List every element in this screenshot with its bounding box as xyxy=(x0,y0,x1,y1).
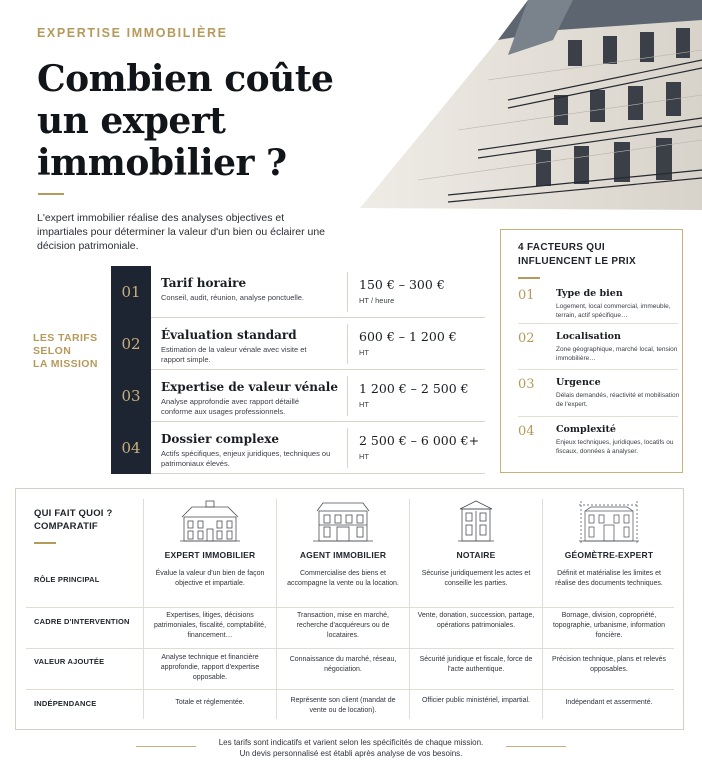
title-line-3: immobilier ? xyxy=(37,142,287,184)
footer-line-2: Un devis personnalisé est établi après analyse de vos besoins. xyxy=(239,749,463,758)
column-notaire xyxy=(410,489,542,729)
divider xyxy=(347,376,348,416)
table-cell: Représente son client (mandat de vente ou de location). xyxy=(290,697,396,714)
table-cell: Expertises, litiges, décisions patrimoniales, fiscalité, comptabilité, financement… xyxy=(153,612,267,639)
factors-rule xyxy=(518,277,540,279)
tarifs-table xyxy=(111,266,485,474)
table-cell: Analyse technique et financière approfondie, rapport d'expertise opposable. xyxy=(160,654,260,681)
row-label: RÔLE PRINCIPAL xyxy=(34,575,100,584)
tarif-description: Conseil, audit, réunion, analyse ponctuelle. xyxy=(161,293,305,302)
column-title: AGENT IMMOBILIER xyxy=(299,550,387,560)
tarif-description: Estimation de la valeur vénale avec visite et rapport simple. xyxy=(161,345,307,364)
factors-heading-line: INFLUENCENT LE PRIX xyxy=(518,256,636,267)
divider xyxy=(347,428,348,468)
column-expert xyxy=(144,489,276,729)
tarif-name: Évaluation standard xyxy=(161,328,297,342)
comparison-heading-line: COMPARATIF xyxy=(34,521,98,532)
tarif-row xyxy=(111,422,485,474)
table-cell: Évalue la valeur d'un bien de façon objective et impartiale. xyxy=(155,570,265,587)
table-cell: Totale et réglementée. xyxy=(175,699,245,706)
factor-description: Enjeux techniques, juridiques, locatifs ou fiscaux, données à analyser. xyxy=(556,439,674,455)
comparison-heading xyxy=(34,507,112,533)
factor-description: Logement, local commercial, immeuble, terrain, actif spécifique… xyxy=(556,303,671,319)
tarif-unit: HT xyxy=(359,452,369,461)
table-cell: Bornage, division, copropriété, topographie, urbanisme, information foncière. xyxy=(552,612,666,639)
tarif-description: Analyse approfondie avec rapport détaillé conforme aux usages professionnels. xyxy=(161,397,300,416)
row-label: VALEUR AJOUTÉE xyxy=(34,657,105,666)
factor-title: Urgence xyxy=(556,377,601,388)
title-rule xyxy=(38,193,64,195)
row-label: CADRE D'INTERVENTION xyxy=(34,617,130,626)
factor-number: 02 xyxy=(518,331,535,346)
factor-title: Type de bien xyxy=(556,288,623,299)
tarif-number: 02 xyxy=(111,318,151,370)
tarif-price: 600 € – 1 200 € xyxy=(359,329,457,344)
blueprint-building-icon xyxy=(577,499,641,543)
table-cell: Précision technique, plans et relevés opposables. xyxy=(551,656,666,673)
factor-number: 01 xyxy=(518,288,535,303)
townhouse-icon xyxy=(311,499,375,543)
tarif-name: Tarif horaire xyxy=(161,276,247,290)
tarif-unit: HT xyxy=(359,400,369,409)
mansion-icon xyxy=(178,499,242,543)
divider xyxy=(518,323,678,324)
comparison-table xyxy=(15,488,684,730)
comparison-rule xyxy=(34,542,56,544)
tarif-row xyxy=(111,266,485,318)
column-title: NOTAIRE xyxy=(456,550,496,560)
column-geometre xyxy=(543,489,675,729)
tarif-number: 03 xyxy=(111,370,151,422)
column-agent xyxy=(277,489,409,729)
factors-heading-line: 4 FACTEURS QUI xyxy=(518,242,605,253)
divider xyxy=(347,272,348,312)
table-cell: Vente, donation, succession, partage, opérations patrimoniales. xyxy=(417,612,535,629)
factor-number: 04 xyxy=(518,424,535,439)
tarif-number: 04 xyxy=(111,422,151,474)
footer-line-1: Les tarifs sont indicatifs et varient selon les spécificités de chaque mission. xyxy=(218,738,484,747)
tarif-price: 150 € – 300 € xyxy=(359,277,445,292)
title-line-1: Combien coûte xyxy=(37,58,334,100)
tarifs-label-line: SELON xyxy=(33,345,72,357)
divider xyxy=(518,416,678,417)
column-title: GÉOMÈTRE-EXPERT xyxy=(564,550,654,560)
table-cell: Transaction, mise en marché, recherche d'acquéreurs ou de locataires. xyxy=(296,612,390,639)
tarif-price: 2 500 € – 6 000 €+ xyxy=(359,433,480,448)
notary-building-icon xyxy=(444,499,508,543)
tarifs-label xyxy=(33,332,98,371)
factor-description: Délais demandés, réactivité et mobilisation de l'expert. xyxy=(556,392,680,408)
tarif-description: Actifs spécifiques, enjeux juridiques, techniques ou patrimoniaux élevés. xyxy=(161,449,331,468)
factor-description: Zone géographique, marché local, tension immobilière… xyxy=(556,346,678,362)
table-cell: Sécurité juridique et fiscale, force de l'acte authentique. xyxy=(419,656,533,673)
factors-box xyxy=(500,229,683,473)
tarifs-label-line: LA MISSION xyxy=(33,358,98,370)
tarif-price: 1 200 € – 2 500 € xyxy=(359,381,469,396)
haussmann-building-image xyxy=(358,0,702,210)
page-title xyxy=(37,58,377,184)
kicker: EXPERTISE IMMOBILIÈRE xyxy=(37,26,228,40)
footer-note xyxy=(0,737,702,759)
tarifs-label-line: LES TARIFS xyxy=(33,332,98,344)
title-line-2: un expert xyxy=(37,100,226,142)
table-cell: Commercialise des biens et accompagne la vente ou la location. xyxy=(287,570,399,587)
factor-title: Localisation xyxy=(556,331,621,342)
divider xyxy=(518,369,678,370)
factors-heading xyxy=(518,241,636,269)
table-cell: Indépendant et assermenté. xyxy=(565,699,653,706)
table-cell: Officier public ministériel, impartial. xyxy=(421,697,530,704)
tarif-name: Expertise de valeur vénale xyxy=(161,380,338,394)
intro-text: L'expert immobilier réalise des analyses objectives et impartiales pour déterminer la valeur d'un bien ou éclairer une décision patrimoniale. xyxy=(37,212,325,252)
divider xyxy=(347,324,348,364)
tarif-unit: HT / heure xyxy=(359,296,395,305)
row-label: INDÉPENDANCE xyxy=(34,699,97,708)
table-cell: Sécurise juridiquement les actes et conseille les parties. xyxy=(421,570,531,587)
tarif-unit: HT xyxy=(359,348,369,357)
tarif-name: Dossier complexe xyxy=(161,432,279,446)
tarif-row xyxy=(111,318,485,370)
comparison-heading-line: QUI FAIT QUOI ? xyxy=(34,508,113,519)
table-cell: Définit et matérialise les limites et réalise des documents techniques. xyxy=(555,570,663,587)
factor-title: Complexité xyxy=(556,424,616,435)
column-title: EXPERT IMMOBILIER xyxy=(164,550,256,560)
tarif-row xyxy=(111,370,485,422)
table-cell: Connaissance du marché, réseau, négociation. xyxy=(289,656,397,673)
factor-number: 03 xyxy=(518,377,535,392)
tarif-number: 01 xyxy=(111,266,151,318)
